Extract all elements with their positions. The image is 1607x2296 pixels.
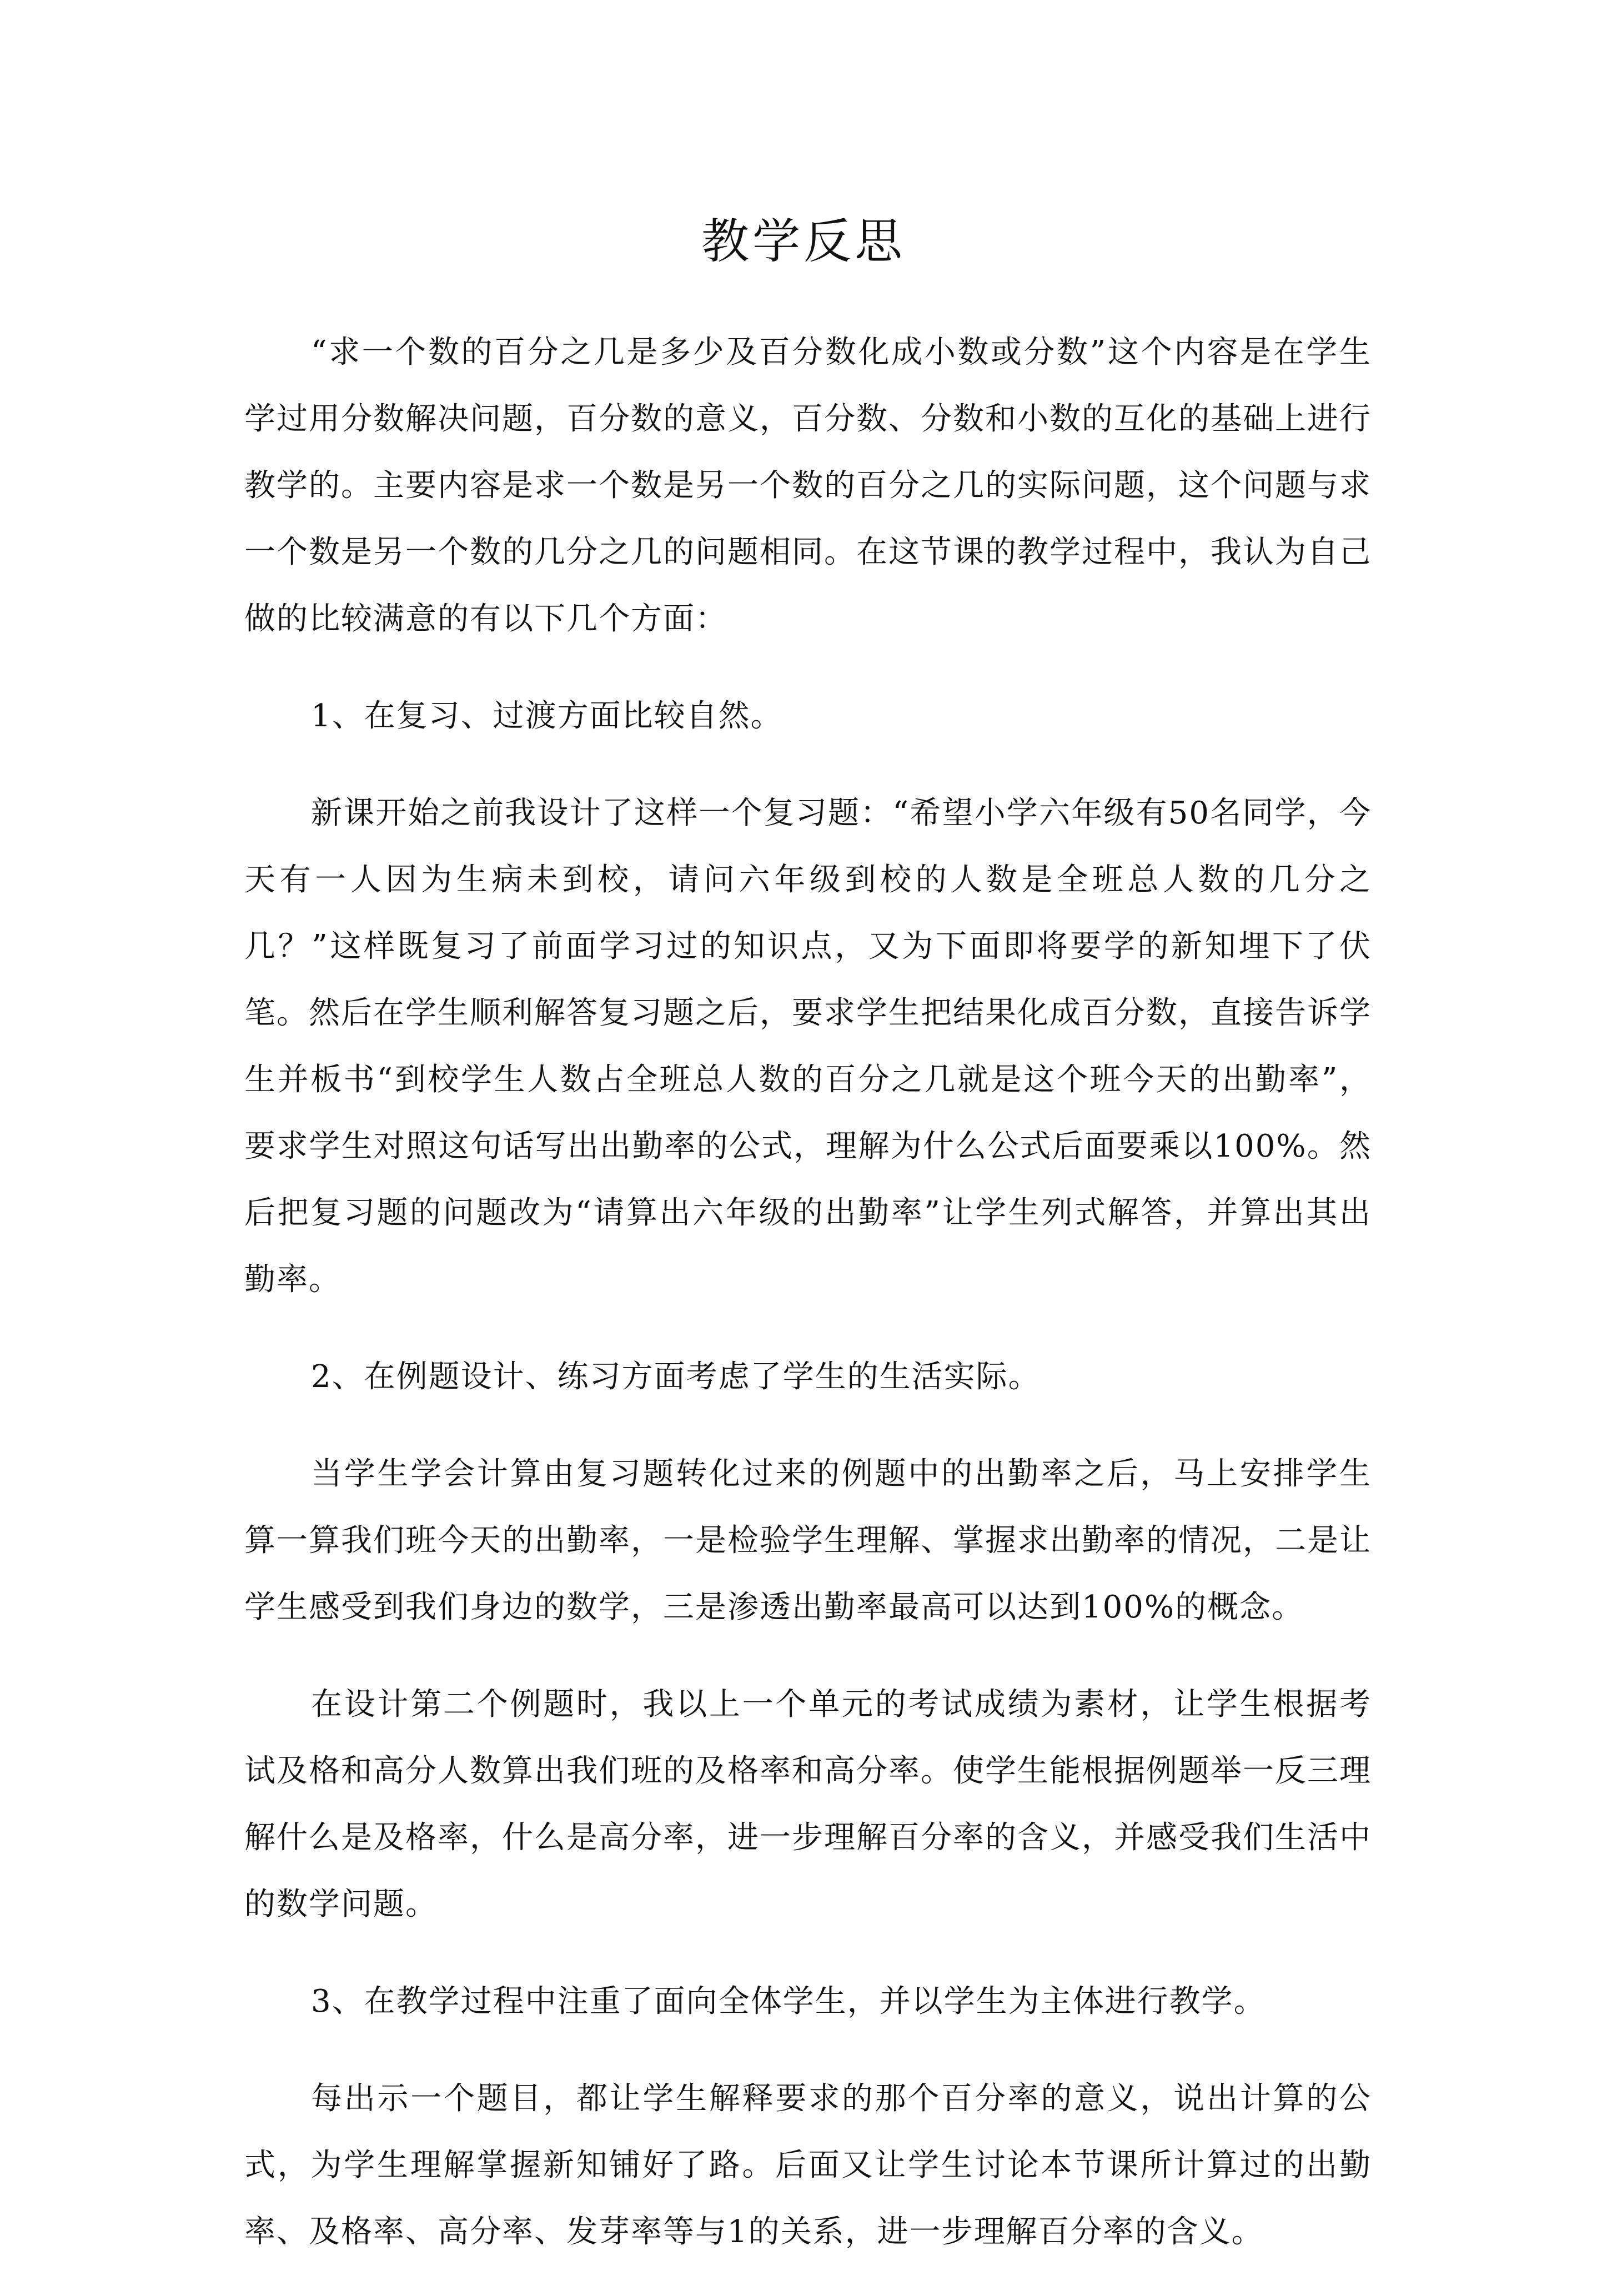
- section-heading-1: 1、在复习、过渡方面比较自然。: [311, 698, 783, 734]
- document-body: [244, 319, 1372, 2296]
- section-heading-2: 2、在例题设计、练习方面考虑了学生的生活实际。: [311, 1359, 1041, 1395]
- paragraph-closing: 每出示一个题目，都让学生解释要求的那个百分率的意义，说出计算的公式，为学生理解掌握新知铺好了路。后面又让学生讨论本节课所计算过的出勤率、及格率、高分率、发芽率等与1的关系，进一步理解百分率的含义。: [244, 2081, 1372, 2250]
- paragraph-intro: “求一个数的百分之几是多少及百分数化成小数或分数”这个内容是在学生学过用分数解决问题，百分数的意义，百分数、分数和小数的互化的基础上进行教学的。主要内容是求一个数是另一个数的百分之几的实际问题，这个问题与求一个数是另一个数的几分之几的问题相同。在这节课的教学过程中，我认为自己做的比较满意的有以下几个方面：: [244, 334, 1372, 637]
- paragraph-review: 新课开始之前我设计了这样一个复习题：“希望小学六年级有50名同学，今天有一人因为生病未到校，请问六年级到校的人数是全班总人数的几分之几？”这样既复习了前面学习过的知识点，又为下面即将要学的新知埋下了伏笔。然后在学生顺利解答复习题之后，要求学生把结果化成百分数，直接告诉学生并板书“到校学生人数占全班总人数的百分之几就是这个班今天的出勤率”，要求学生对照这句话写出出勤率的公式，理解为什么公式后面要乘以100%。然后把复习题的问题改为“请算出六年级的出勤率”让学生列式解答，并算出其出勤率。: [244, 795, 1372, 1298]
- paragraph-second-example: 在设计第二个例题时，我以上一个单元的考试成绩为素材，让学生根据考试及格和高分人数算出我们班的及格率和高分率。使学生能根据例题举一反三理解什么是及格率，什么是高分率，进一步理解百分率的含义，并感受我们生活中的数学问题。: [244, 1686, 1372, 1922]
- section-heading-3: 3、在教学过程中注重了面向全体学生，并以学生为主体进行教学。: [311, 1983, 1266, 2019]
- page-title: 教学反思: [701, 214, 906, 269]
- paragraph-attendance: 当学生学会计算由复习题转化过来的例题中的出勤率之后，马上安排学生算一算我们班今天的出勤率，一是检验学生理解、掌握求出勤率的情况，二是让学生感受到我们身边的数学，三是渗透出勤率最高可以达到100%的概念。: [244, 1456, 1372, 1625]
